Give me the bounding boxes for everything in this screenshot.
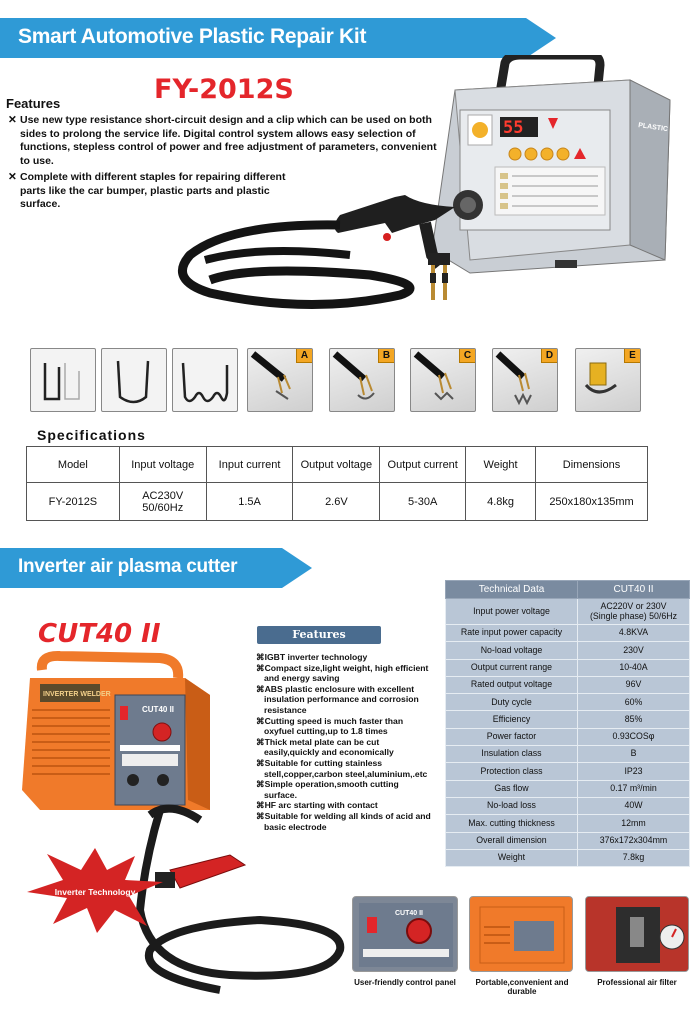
spec-col-header: Input voltage: [119, 447, 206, 483]
staple-tag-c: C: [459, 349, 475, 363]
feature2-item: ⌘Cutting speed is much faster than oxyfuel cutting,up to 1.8 times: [256, 715, 404, 737]
cut-model-title: CUT40 II: [38, 619, 161, 649]
tech-value: 10-40A: [578, 659, 690, 676]
technical-data-table: [445, 580, 690, 867]
tech-value: 230V: [578, 642, 690, 659]
spec-col-header: Model: [27, 447, 120, 483]
staple-tag-e: E: [624, 349, 640, 363]
tech-label: Power factor: [446, 728, 578, 745]
tech-label: Gas flow: [446, 780, 578, 797]
model-title: FY-2012S: [154, 74, 294, 105]
feature2-item: ⌘Simple operation,smooth cutting surface.: [256, 779, 399, 800]
table-row: [446, 642, 690, 659]
svg-text:Inverter Technology: Inverter Technology: [54, 887, 136, 897]
table-row: [446, 625, 690, 642]
caption-control-panel: User-friendly control panel: [354, 978, 456, 987]
caption-portable: Portable,convenient and durable: [475, 978, 569, 996]
tech-value: IP23: [578, 763, 690, 780]
feature2-item: ⌘Compact size,light weight, high efficient and energy saving: [256, 662, 429, 684]
tech-value: 96V: [578, 676, 690, 693]
table-row: [446, 599, 690, 625]
tech-value: 0.17 m³/min: [578, 780, 690, 797]
thumb-air-filter: [585, 896, 689, 972]
thumb-control-panel: [352, 896, 458, 972]
spec-col-header: Output current: [380, 447, 466, 483]
features2-heading: Features: [257, 626, 381, 644]
feature2-item: ⌘IGBT inverter technology: [256, 652, 368, 662]
staple-photo-b: [329, 348, 395, 412]
inverter-technology-badge: [25, 848, 165, 933]
tech-col-header: Technical Data: [446, 581, 578, 599]
tech-label: Weight: [446, 849, 578, 866]
features-heading: Features: [6, 96, 61, 111]
tech-header-row: [446, 581, 690, 599]
tech-value: 40W: [578, 797, 690, 814]
specifications-table: [26, 446, 648, 521]
spec-cell: 1.5A: [206, 483, 293, 521]
plastic-welder-device: [170, 55, 700, 325]
tech-value: 12mm: [578, 815, 690, 832]
tech-value: AC220V or 230V (Single phase) 50/6Hz: [578, 599, 690, 625]
staple-tag-d: D: [541, 349, 557, 363]
table-row: [446, 694, 690, 711]
staple-tag-a: A: [296, 349, 312, 363]
table-row: [446, 659, 690, 676]
spec-cell: 2.6V: [293, 483, 380, 521]
table-row: [446, 815, 690, 832]
tech-label: Insulation class: [446, 746, 578, 763]
tech-label: Input power voltage: [446, 599, 578, 625]
staple-photo-e: [575, 348, 641, 412]
spec-header-row: [27, 447, 648, 483]
caption-air-filter: Professional air filter: [597, 978, 677, 987]
feature-item: ✕ Complete with different staples for repairing different parts like the car bumper, plastic parts and plastic surface.: [8, 171, 286, 210]
svg-text:CUT40 II: CUT40 II: [142, 705, 175, 714]
staple-type-2: [101, 348, 167, 412]
tech-value: 7.8kg: [578, 849, 690, 866]
tech-value: 376x172x304mm: [578, 832, 690, 849]
feature2-item: ⌘ABS plastic enclosure with excellent insulation performance and corrosion resistance: [256, 683, 419, 715]
section2-banner-title: Inverter air plasma cutter: [18, 556, 238, 577]
spec-col-header: Input current: [206, 447, 293, 483]
tech-value: B: [578, 746, 690, 763]
tech-label: Max. cutting thickness: [446, 815, 578, 832]
feature2-item: ⌘Thick metal plate can be cut easily,quickly and economically: [256, 736, 394, 758]
staple-type-3: [172, 348, 238, 412]
feature2-item: ⌘Suitable for welding all kinds of acid and basic electrode: [256, 810, 431, 832]
table-row: [446, 849, 690, 866]
staple-tag-b: B: [378, 349, 394, 363]
spec-cell: 5-30A: [380, 483, 466, 521]
device-display: 55: [503, 118, 524, 138]
staple-photo-d: [492, 348, 558, 412]
staple-photo-a: [247, 348, 313, 412]
spec-cell: FY-2012S: [27, 483, 120, 521]
table-row: [27, 483, 648, 521]
features2-list: [256, 652, 432, 832]
specifications-heading: Specifications: [37, 427, 146, 443]
staple-photo-c: [410, 348, 476, 412]
spec-col-header: Weight: [466, 447, 536, 483]
tech-value: 0.93COSφ: [578, 728, 690, 745]
spec-col-header: Dimensions: [536, 447, 648, 483]
svg-text:INVERTER WELDER: INVERTER WELDER: [43, 691, 111, 698]
section2-banner: [0, 548, 310, 588]
tech-value: 60%: [578, 694, 690, 711]
spec-col-header: Output voltage: [293, 447, 380, 483]
section1-banner: [0, 18, 556, 58]
svg-text:CUT40 II: CUT40 II: [395, 910, 424, 917]
tech-label: Efficiency: [446, 711, 578, 728]
tech-value: 4.8KVA: [578, 625, 690, 642]
tech-label: Duty cycle: [446, 694, 578, 711]
feature2-item: ⌘HF arc starting with contact: [256, 800, 378, 811]
tech-value: 85%: [578, 711, 690, 728]
table-row: [446, 676, 690, 693]
spec-cell: AC230V 50/60Hz: [119, 483, 206, 521]
tech-col-header: CUT40 II: [578, 581, 690, 599]
section1-banner-title: Smart Automotive Plastic Repair Kit: [18, 25, 367, 48]
plasma-cutter-machine: [10, 650, 260, 815]
tech-label: Rate input power capacity: [446, 625, 578, 642]
table-row: [446, 797, 690, 814]
spec-cell: 250x180x135mm: [536, 483, 648, 521]
table-row: [446, 780, 690, 797]
table-row: [446, 728, 690, 745]
tech-label: Overall dimension: [446, 832, 578, 849]
table-row: [446, 746, 690, 763]
thumb-portable-machine: [469, 896, 573, 972]
tech-label: No-load loss: [446, 797, 578, 814]
tech-label: Rated output voltage: [446, 676, 578, 693]
staple-type-1: [30, 348, 96, 412]
tech-label: No-load voltage: [446, 642, 578, 659]
tech-label: Protection class: [446, 763, 578, 780]
table-row: [446, 711, 690, 728]
feature2-item: ⌘Suitable for cutting stainless stell,copper,carbon steel,aluminium,.etc: [256, 757, 428, 779]
spec-cell: 4.8kg: [466, 483, 536, 521]
table-row: [446, 832, 690, 849]
table-row: [446, 763, 690, 780]
feature-item: ✕ Use new type resistance short-circuit design and a clip which can be used on both sides to prolong the service life. Digital control system allows easy selection of functions, stepless control of power and free adjustment of parameters, convenient to use.: [8, 114, 437, 167]
tech-label: Output current range: [446, 659, 578, 676]
svg-text:PLASTIC WELDER: PLASTIC WELDER: [637, 122, 700, 138]
